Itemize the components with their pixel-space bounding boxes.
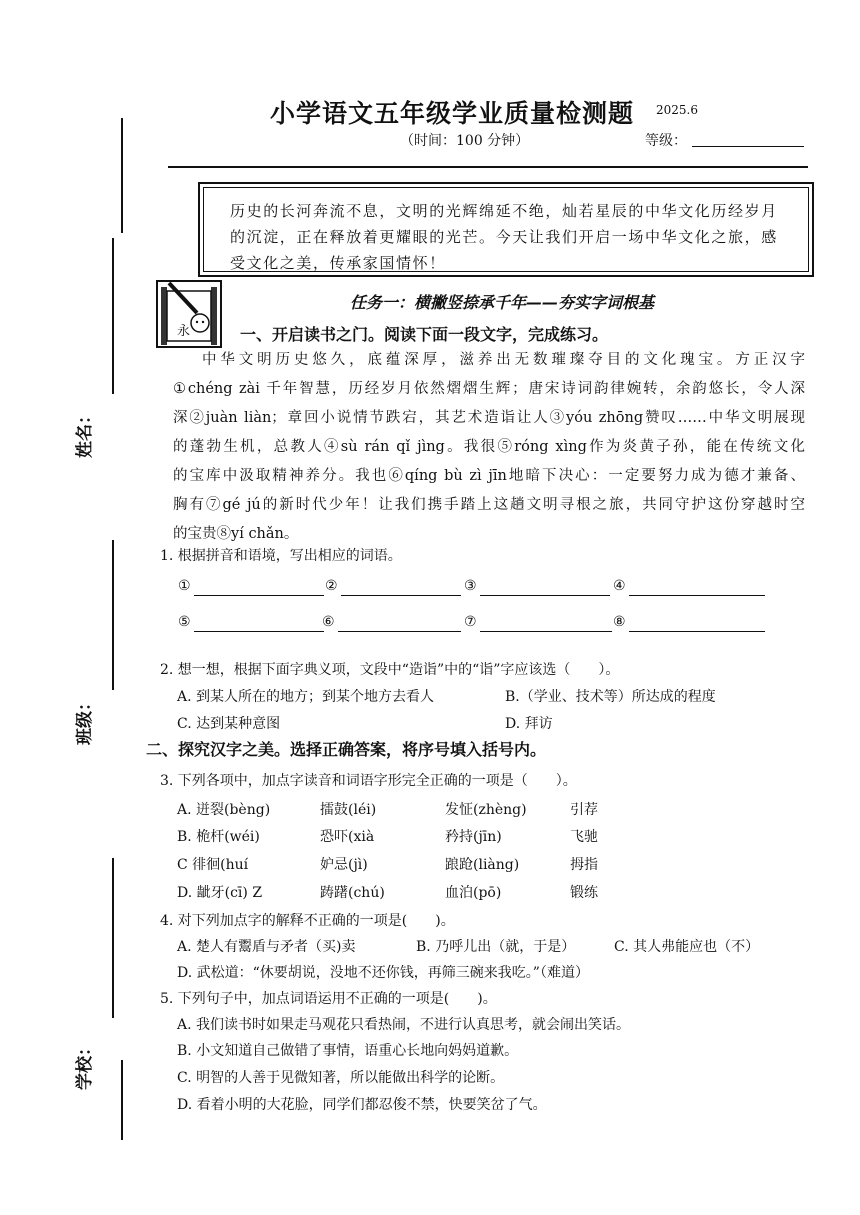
question-2: 2. 想一想，根据下面字典义项，文段中“造诣”中的“诣”字应该选（ ）。 [160, 662, 620, 678]
grade-field[interactable] [692, 146, 804, 147]
reading-passage [173, 346, 805, 549]
blank-1-label: ① [178, 578, 191, 594]
name-label: 姓名： [75, 407, 95, 458]
blank-5-field[interactable] [194, 631, 324, 632]
q3-row-c-word4: 拇指 [570, 857, 598, 873]
question-5: 5. 下列句子中，加点词语运用不正确的一项是( )。 [160, 991, 497, 1007]
q3-row-b-word1: B. 桅杆(wéi) [177, 829, 260, 845]
q3-row-d-word1: D. 龇牙(cī) Z [177, 885, 263, 901]
passage-line: ①chéng zài 千年智慧，历经岁月依然熠熠生辉；唐宋诗词韵律婉转，余韵悠长，令人深 [173, 381, 805, 397]
passage-line: 中华文明历史悠久，底蕴深厚，滋养出无数璀璨夺目的文化瑰宝。方正汉字 [202, 352, 805, 368]
question-1: 1. 根据拼音和语境，写出相应的词语。 [160, 548, 402, 564]
q5-option-d: D. 看着小明的大花脸，同学们都忍俊不禁，快要笑岔了气。 [177, 1097, 547, 1113]
q3-row-a-word2: 擂鼓(léi) [320, 802, 377, 818]
passage-line: 胸有⑦gé jú的新时代少年！让我们携手踏上这趟文明寻根之旅，共同守护这份穿越时空 [173, 497, 805, 513]
name-field-line[interactable] [112, 540, 114, 690]
intro-text: 历史的长河奔流不息，文明的光辉绵延不绝，灿若星辰的中华文化历经岁月的沉淀，正在释放着更耀眼的光芒。今天让我们开启一场中华文化之旅，感受文化之美，传承家国情怀！ [230, 202, 778, 272]
blank-2-field[interactable] [341, 595, 461, 596]
exam-title: 小学语文五年级学业质量检测题 [270, 99, 635, 128]
q5-option-b: B. 小文知道自己做错了事情，语重心长地向妈妈道歉。 [177, 1043, 519, 1059]
passage-line: 的宝贵⑧yí chǎn。 [173, 526, 299, 542]
q3-row-a-word1: A. 迸裂(bèng) [177, 802, 271, 818]
q3-row-b-word4: 飞驰 [570, 829, 598, 845]
binding-line-bottom [121, 1060, 123, 1140]
binding-line-top [121, 118, 123, 233]
q3-row-d-word4: 锻练 [570, 885, 598, 901]
blank-4-label: ④ [613, 578, 626, 594]
blank-5-label: ⑤ [178, 614, 191, 630]
blank-3-field[interactable] [480, 595, 610, 596]
q2-option-a: A. 到某人所在的地方；到某个地方去看人 [177, 689, 435, 705]
q3-row-c-word1: C 徘徊(huí [177, 857, 249, 873]
passage-line: 的宝库中汲取精神养分。我也⑥qíng bù zì jīn地暗下决心：一定要努力成为德才兼备、 [173, 468, 805, 484]
blank-4-field[interactable] [629, 595, 765, 596]
school-label: 学校： [75, 1039, 95, 1090]
q3-row-d-word2: 踌躇(chú) [320, 885, 385, 901]
icon-char: 永 [177, 324, 191, 339]
q4-option-b: B. 乃呼儿出（就，于是） [416, 939, 576, 955]
passage-line: 深②juàn liàn；章回小说情节跌宕，其艺术造诣让人③yóu zhōng赞叹……中华文明展现 [173, 410, 805, 426]
q5-option-a: A. 我们读书时如果走马观花只看热闹，不进行认真思考，就会闹出笑话。 [177, 1017, 631, 1033]
q2-option-b: B.（学业、技术等）所达成的程度 [505, 689, 716, 705]
question-4: 4. 对下列加点字的解释不正确的一项是( )。 [160, 913, 455, 929]
blank-3-label: ③ [464, 578, 477, 594]
section-2-title: 二、探究汉字之美。选择正确答案，将序号填入括号内。 [146, 740, 547, 759]
binding-line-upper [112, 238, 114, 394]
blank-6-label: ⑥ [322, 614, 335, 630]
q3-row-b-word3: 矜持(jīn) [445, 829, 502, 845]
blank-6-field[interactable] [338, 631, 461, 632]
exam-date: 2025.6 [656, 103, 698, 117]
exam-time: （时间：100 分钟） [400, 133, 530, 149]
q2-option-d: D. 拜访 [505, 716, 553, 732]
q3-row-d-word3: 血泊(pō) [445, 885, 502, 901]
q3-row-c-word2: 妒忌(jì) [320, 857, 368, 873]
grade-label: 等级： [645, 133, 687, 149]
q2-option-c: C. 达到某种意图 [177, 716, 281, 732]
class-label: 班级： [75, 694, 95, 745]
section-1-title: 一、开启读书之门。阅读下面一段文字，完成练习。 [240, 325, 609, 344]
scroll-writing-icon [155, 279, 223, 349]
task-title: 任务一：横撇竖捺承千年——夯实字词根基 [350, 293, 655, 312]
q4-option-d: D. 武松道：“休要胡说，没地不还你钱，再筛三碗来我吃。”（难道） [177, 965, 589, 981]
class-field-line[interactable] [112, 858, 114, 1018]
q5-option-c: C. 明智的人善于见微知著，所以能做出科学的论断。 [177, 1070, 505, 1086]
q4-option-a: A. 楚人有鬻盾与矛者（买)卖 [177, 939, 356, 955]
header-divider [168, 166, 808, 168]
blank-7-field[interactable] [480, 631, 612, 632]
passage-line: 的蓬勃生机，总教人④sù rán qǐ jìng。我很⑤róng xìng作为炎黄子孙，能在传统文化 [173, 439, 805, 455]
q4-option-c: C. 其人弗能应也（不） [614, 939, 760, 955]
intro-box [198, 182, 814, 277]
blank-8-field[interactable] [629, 631, 765, 632]
q3-row-c-word3: 踉跄(liàng) [445, 857, 520, 873]
q3-row-a-word4: 引荐 [570, 802, 598, 818]
question-3: 3. 下列各项中，加点字读音和词语字形完全正确的一项是（ ）。 [160, 773, 577, 789]
blank-7-label: ⑦ [464, 614, 477, 630]
blank-1-field[interactable] [194, 595, 324, 596]
blank-2-label: ② [325, 578, 338, 594]
blank-8-label: ⑧ [613, 614, 626, 630]
q3-row-a-word3: 发怔(zhèng) [445, 802, 527, 818]
q3-row-b-word2: 恐吓(xià [320, 829, 375, 845]
